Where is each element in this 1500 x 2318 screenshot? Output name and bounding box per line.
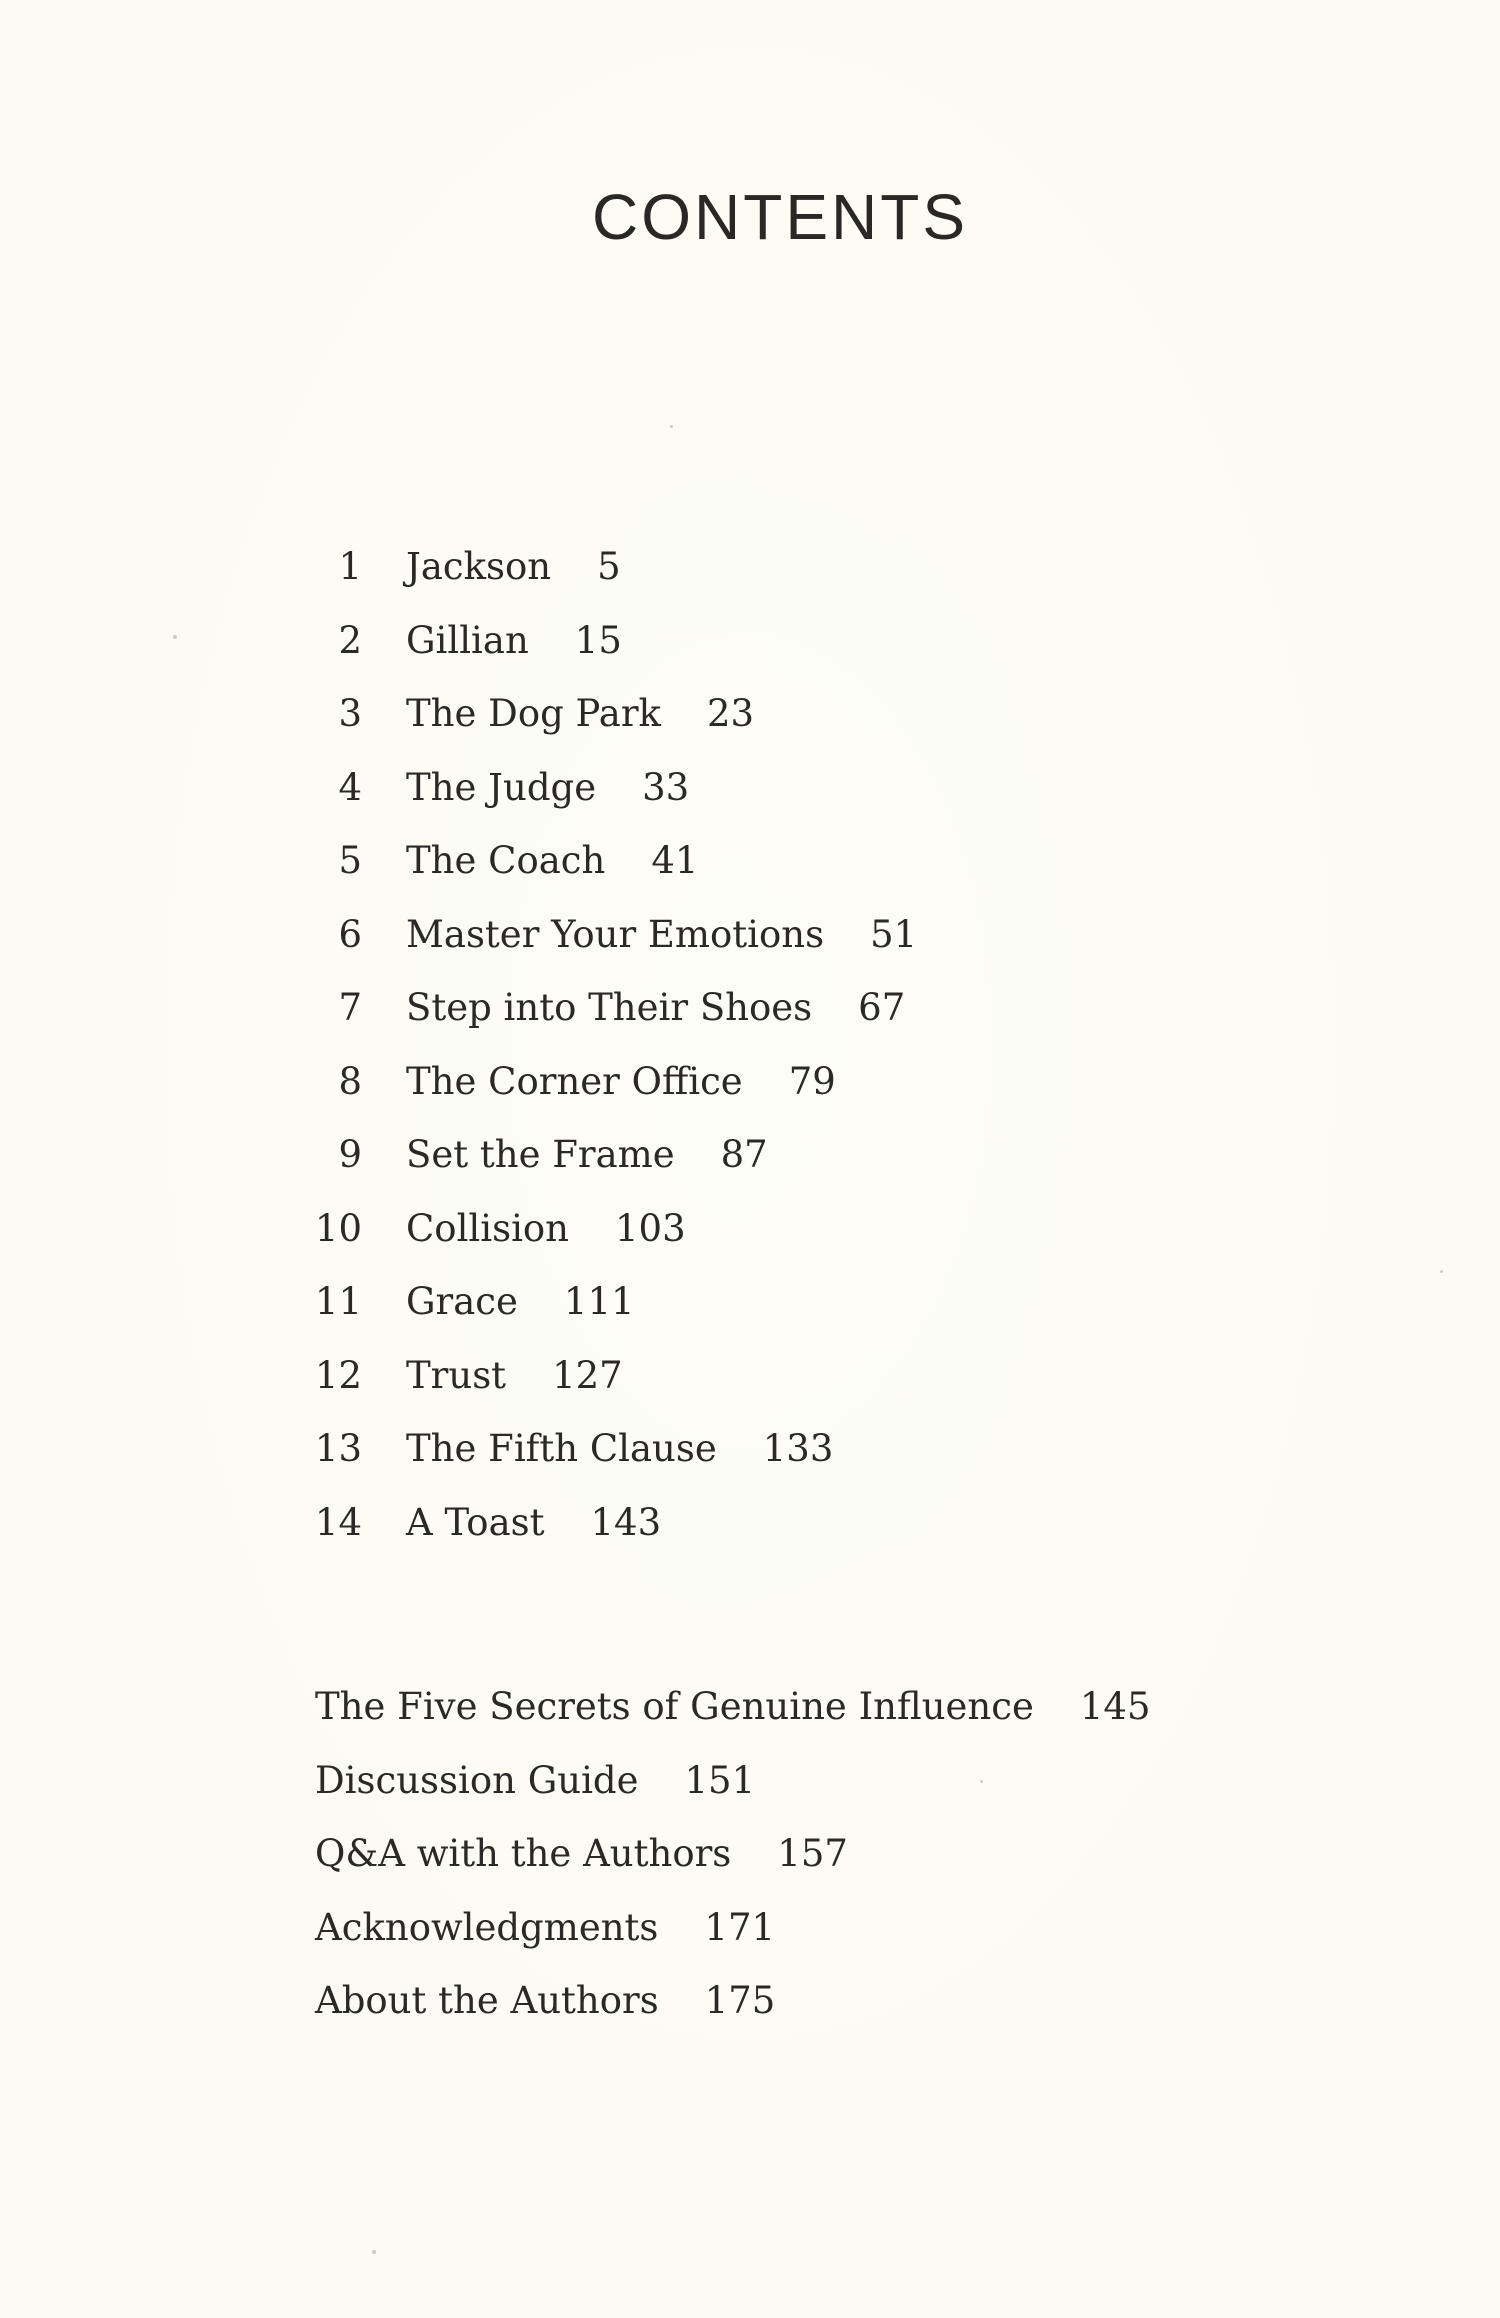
chapter-entry	[300, 1269, 917, 1343]
chapter-number: 1	[338, 545, 362, 588]
back-matter-entry	[315, 1748, 1151, 1822]
chapter-number: 2	[338, 618, 362, 662]
back-matter-entry	[315, 1674, 1151, 1748]
back-matter-title: Acknowledgments	[315, 1905, 659, 1949]
chapter-title: The Fifth Clause	[406, 1427, 717, 1470]
chapter-entry	[300, 1490, 917, 1564]
chapter-entry	[300, 1343, 917, 1417]
chapter-title: The Corner Office	[406, 1059, 743, 1103]
chapter-number: 13	[314, 1427, 362, 1470]
chapter-entry	[300, 755, 917, 829]
chapter-number: 14	[314, 1500, 362, 1544]
paper-speck	[670, 425, 673, 428]
chapter-number: 8	[338, 1059, 362, 1103]
chapter-number: 9	[338, 1133, 362, 1176]
back-matter-entry	[315, 1895, 1151, 1969]
chapter-title: Gillian	[406, 618, 529, 662]
page-title: CONTENTS	[592, 181, 968, 253]
chapter-page: 79	[788, 1059, 836, 1103]
chapter-number: 5	[338, 839, 362, 882]
back-matter-entry	[315, 1821, 1151, 1895]
chapter-number: 7	[338, 986, 362, 1029]
chapter-entry	[300, 681, 917, 755]
back-matter-page: 145	[1079, 1685, 1151, 1728]
back-matter-title: About the Authors	[315, 1979, 659, 2022]
chapter-page: 103	[615, 1206, 686, 1250]
chapter-page: 15	[574, 618, 622, 662]
back-matter-page: 171	[704, 1905, 776, 1949]
chapter-title: The Dog Park	[406, 692, 661, 735]
paper-speck	[1440, 1270, 1443, 1273]
chapter-title: Master Your Emotions	[406, 912, 825, 956]
chapter-entry	[300, 1122, 917, 1196]
chapter-page: 41	[651, 839, 699, 882]
chapter-page: 133	[762, 1427, 834, 1470]
chapter-page: 87	[720, 1133, 768, 1176]
chapter-page: 5	[597, 545, 621, 588]
back-matter-entry	[315, 1968, 1151, 2042]
paper-speck	[173, 635, 177, 639]
paper-speck	[372, 2250, 376, 2254]
chapter-list	[300, 534, 917, 1563]
chapter-page: 33	[642, 765, 690, 809]
chapter-page: 67	[858, 986, 906, 1029]
back-matter-page: 175	[704, 1979, 776, 2022]
chapter-title: Collision	[406, 1206, 570, 1250]
chapter-number: 4	[338, 765, 362, 809]
chapter-page: 127	[552, 1353, 623, 1397]
chapter-page: 51	[870, 912, 918, 956]
chapter-title: Jackson	[406, 545, 552, 588]
chapter-number: 10	[314, 1206, 362, 1250]
chapter-page: 143	[590, 1500, 662, 1544]
chapter-number: 12	[314, 1353, 362, 1397]
chapter-title: Grace	[406, 1280, 518, 1323]
chapter-title: A Toast	[406, 1500, 545, 1544]
chapter-title: Set the Frame	[406, 1133, 675, 1176]
chapter-entry	[300, 1196, 917, 1270]
chapter-entry	[300, 1416, 917, 1490]
chapter-title: The Coach	[406, 839, 606, 882]
chapter-entry	[300, 902, 917, 976]
chapter-number: 3	[338, 692, 362, 735]
back-matter-title: Discussion Guide	[315, 1758, 639, 1802]
chapter-page: 23	[706, 692, 755, 735]
back-matter-list	[315, 1674, 1151, 2042]
back-matter-title: The Five Secrets of Genuine Influence	[315, 1685, 1034, 1728]
chapter-number: 6	[338, 912, 362, 956]
chapter-title: Trust	[406, 1353, 507, 1397]
chapter-title: The Judge	[406, 765, 597, 809]
chapter-page: 111	[563, 1280, 635, 1323]
chapter-entry	[300, 975, 917, 1049]
chapter-number: 11	[314, 1280, 362, 1323]
chapter-title: Step into Their Shoes	[406, 986, 813, 1029]
chapter-entry	[300, 828, 917, 902]
chapter-entry	[300, 608, 917, 682]
back-matter-page: 151	[684, 1758, 756, 1802]
chapter-entry	[300, 1049, 917, 1123]
back-matter-title: Q&A with the Authors	[315, 1832, 732, 1875]
back-matter-page: 157	[777, 1832, 848, 1875]
chapter-entry	[300, 534, 917, 608]
